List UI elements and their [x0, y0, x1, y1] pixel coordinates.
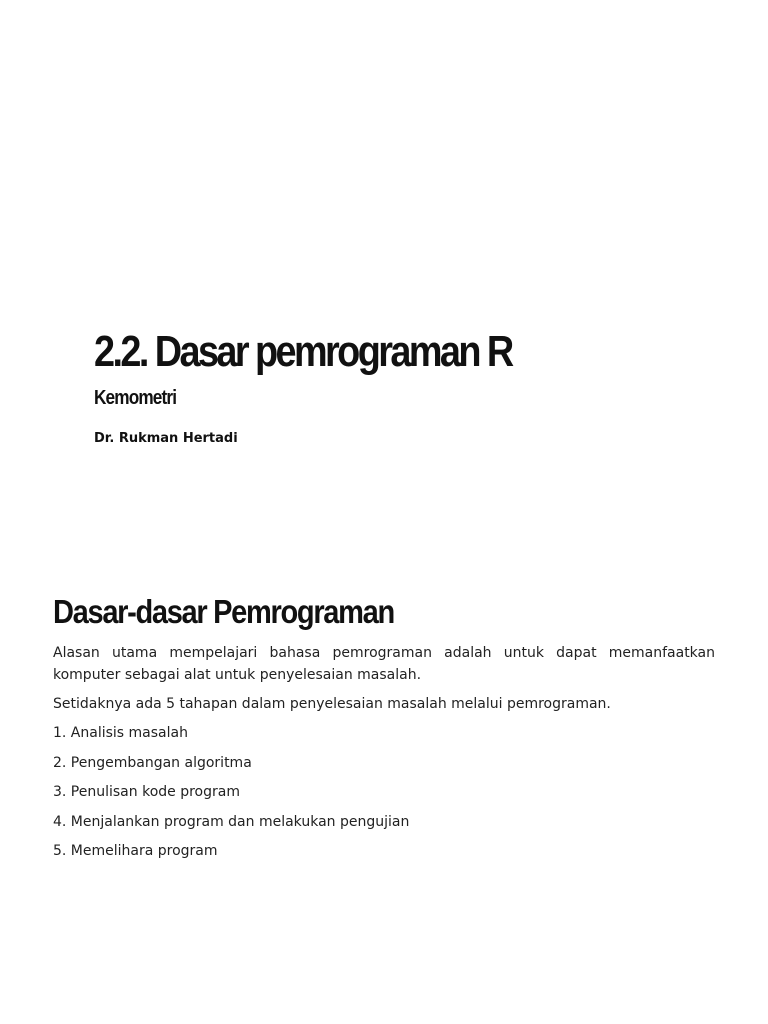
section-content: [53, 590, 715, 870]
document-author: Dr. Rukman Hertadi: [94, 431, 238, 446]
list-item: 5. Memelihara program: [53, 843, 218, 859]
steps-list: [53, 722, 715, 862]
document-title: 2.2. Dasar pemrograman R: [94, 327, 512, 376]
list-item: 3. Penulisan kode program: [53, 784, 240, 800]
list-item: 2. Pengembangan algoritma: [53, 754, 252, 771]
document-subtitle: Kemometri: [94, 387, 177, 409]
list-item: 1. Analisis masalah: [53, 725, 188, 741]
title-block: [94, 325, 580, 448]
list-item: 4. Menjalankan program dan melakukan pengujian: [53, 813, 410, 830]
intro-paragraph: Alasan utama mempelajari bahasa pemrograman adalah untuk dapat memanfaatkan komputer sebagai alat untuk penyelesaian masalah.: [53, 645, 715, 683]
steps-intro-paragraph: Setidaknya ada 5 tahapan dalam penyelesaian masalah melalui pemrograman.: [53, 696, 611, 712]
section-heading: Dasar-dasar Pemrograman: [53, 593, 394, 630]
